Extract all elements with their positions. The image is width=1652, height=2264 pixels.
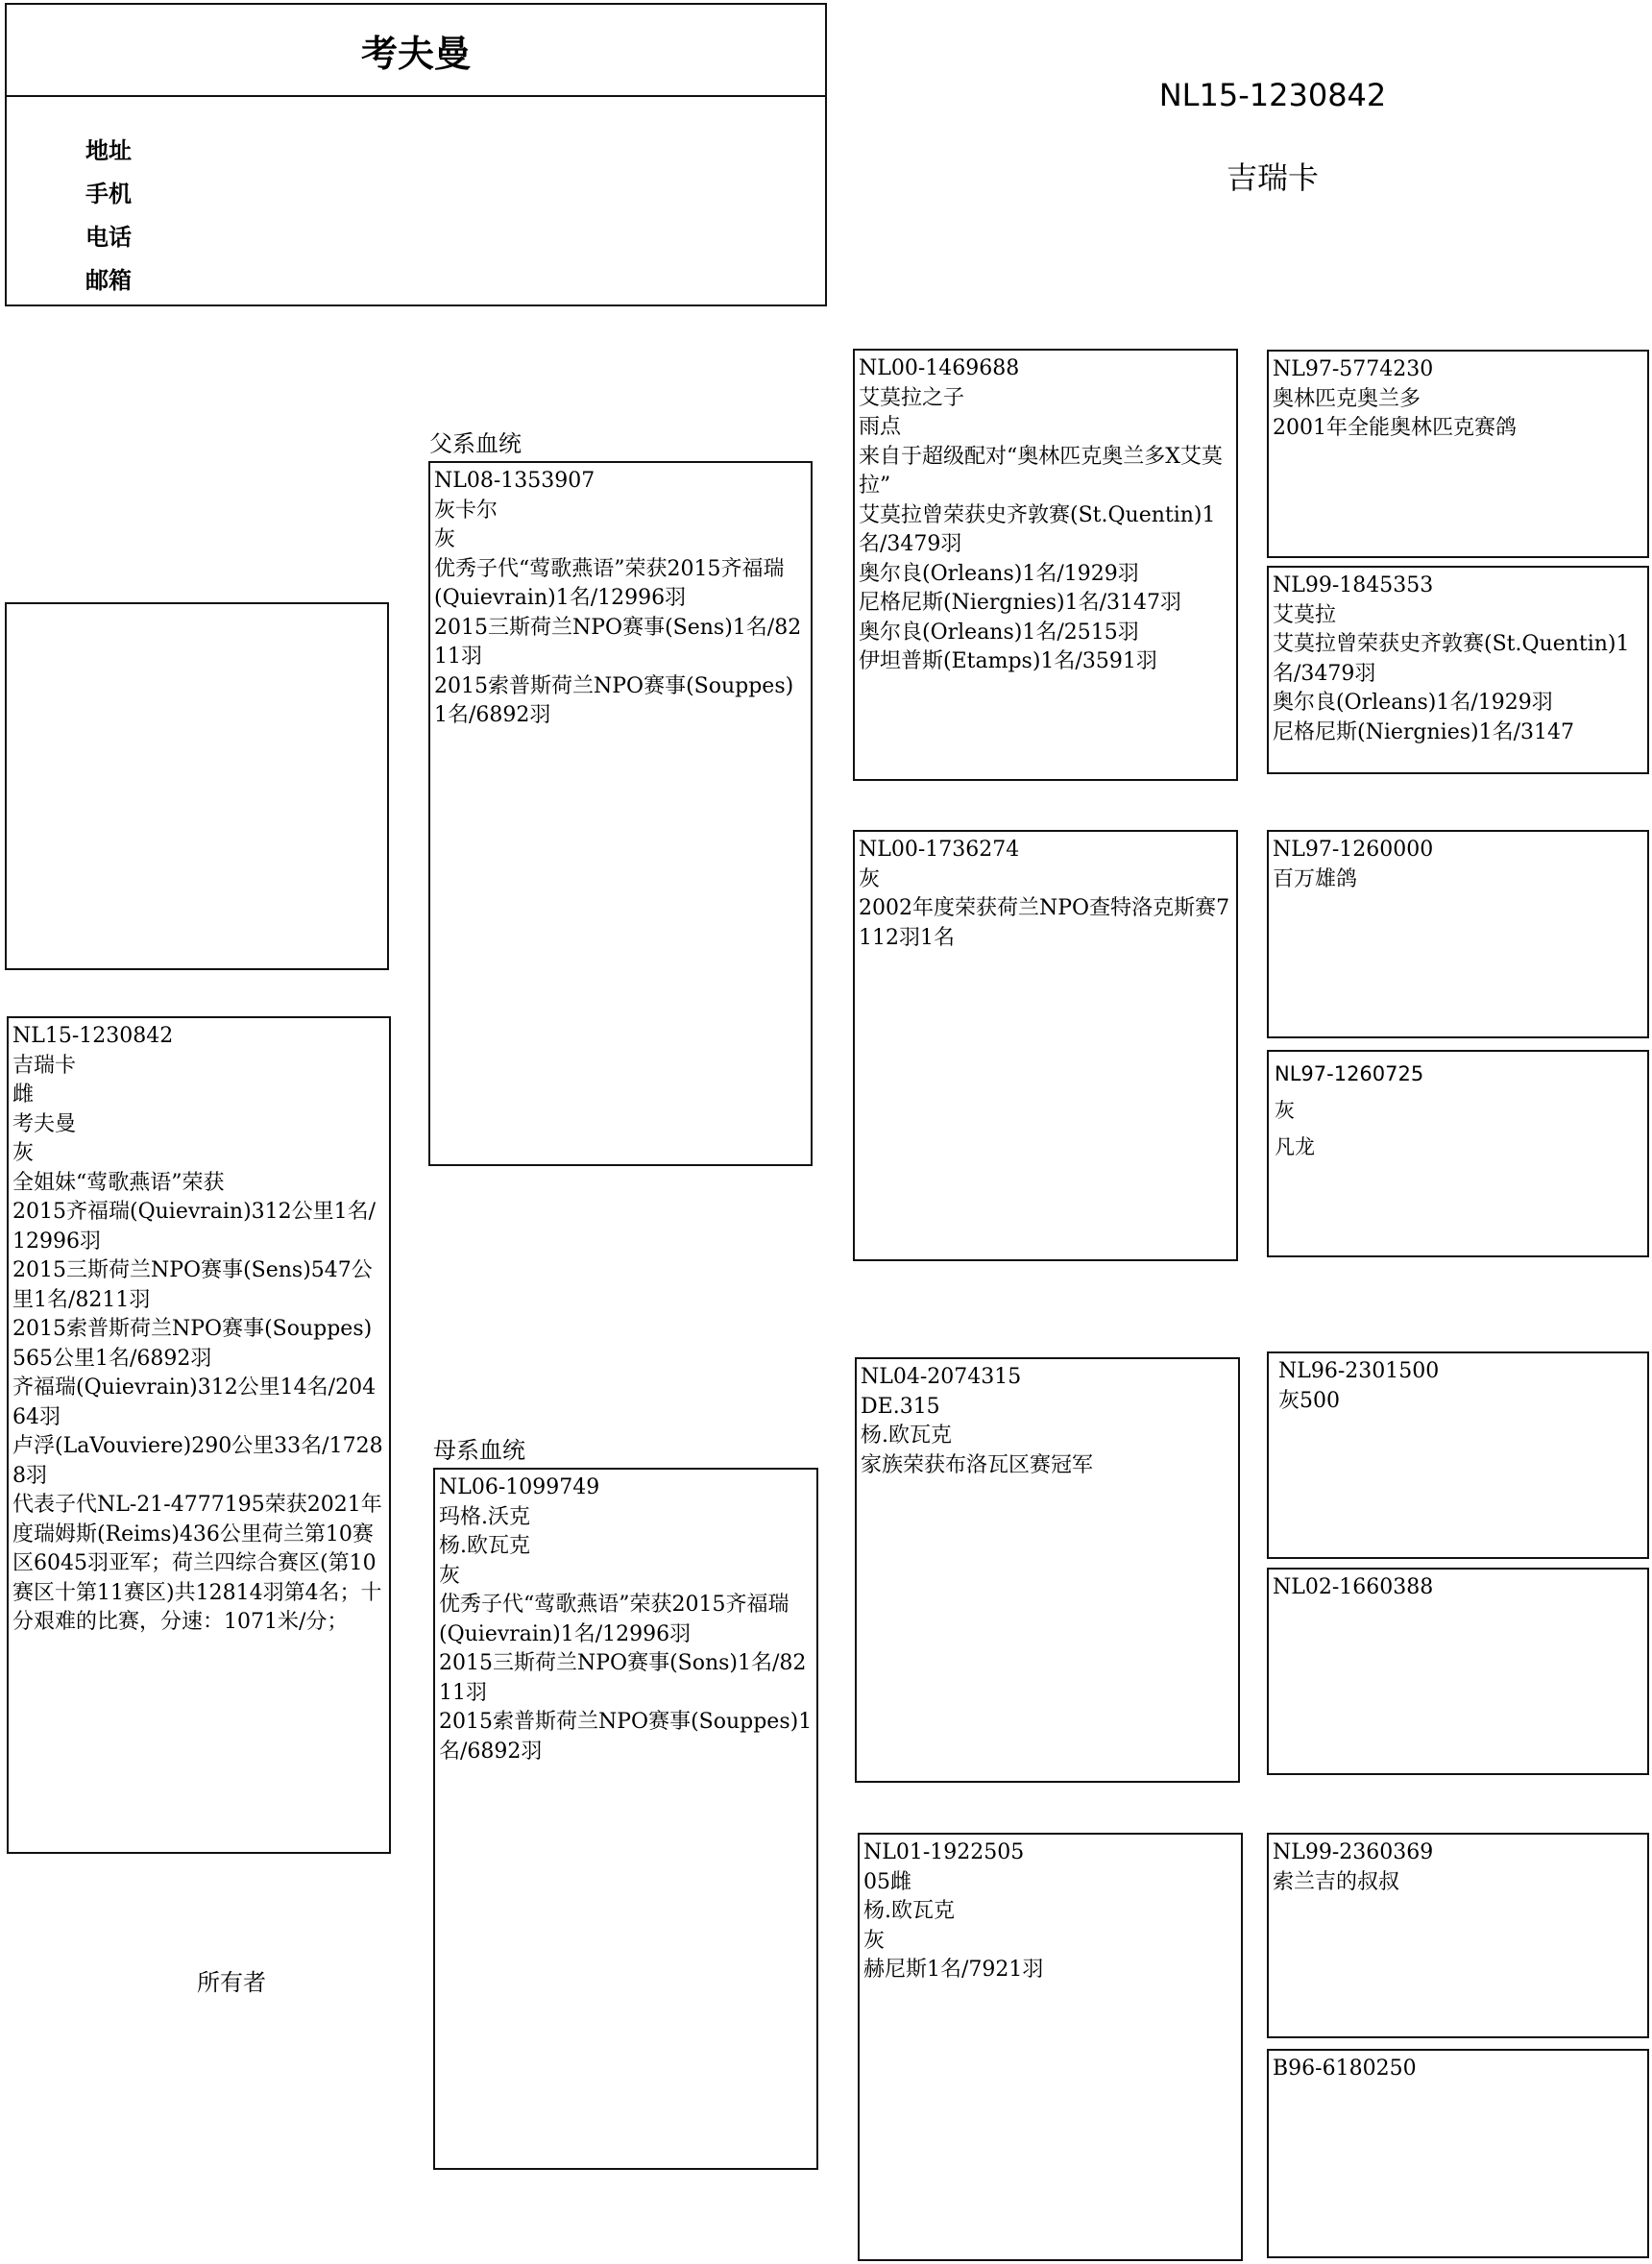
grandsire-paternal-card [853,349,1238,781]
subject-line: 卢浮(LaVouviere)290公里33名/17288羽 [12,1434,383,1488]
dam-line: 灰 [439,1563,461,1588]
ggp-line: NL97-1260000 [1273,838,1434,862]
subject-line: 灰 [12,1141,35,1165]
gp-line: 灰 [863,1928,886,1953]
ggp-line: 2001年全能奥林匹克赛鸽 [1273,416,1517,440]
contact-list [85,130,132,303]
sire-line: 2015三斯荷兰NPO赛事(Sens)1名/8211羽 [434,615,802,669]
ggp-line: 奥尔良(Orleans)1名/1929羽 [1273,691,1553,715]
ggp-line: NL99-1845353 [1273,573,1434,597]
gp-line: 奥尔良(Orleans)1名/1929羽 [859,561,1139,586]
subject-line: NL15-1230842 [12,1024,174,1048]
pigeon-name-title: 吉瑞卡 [1226,159,1319,196]
owner-header-box [5,3,827,306]
ggp-card-6 [1267,1568,1649,1775]
gp-line: 伊坦普斯(Etamps)1名/3591羽 [859,649,1157,673]
ggp-line: NL97-1260725 [1275,1062,1424,1085]
dam-card [433,1468,818,2170]
ggp-line: 灰 [1275,1099,1295,1122]
subject-line: 雌 [12,1083,35,1107]
gp-line: 05雌 [863,1869,911,1894]
gp-line: DE.315 [861,1394,940,1419]
ggp-card-5 [1267,1351,1649,1559]
owner-label: 所有者 [197,1969,266,1996]
gp-line: 2002年度荣获荷兰NPO查特洛克斯赛7112羽1名 [859,896,1230,950]
gp-line: 奥尔良(Orleans)1名/2515羽 [859,620,1139,645]
contact-email-label: 邮箱 [85,267,132,294]
ggp-card-2 [1267,566,1649,774]
ggp-card-3 [1267,830,1649,1038]
dam-line: 2015索普斯荷兰NPO赛事(Souppes)1名/6892羽 [439,1710,813,1764]
dam-line: 2015三斯荷兰NPO赛事(Sons)1名/8211羽 [439,1651,807,1705]
subject-line: 考夫曼 [12,1111,77,1136]
gp-line: 来自于超级配对“奥林匹克奥兰多X艾莫拉” [859,444,1223,498]
subject-line: 全姐妹“莺歌燕语”荣获 [12,1170,225,1195]
ggp-line: 百万雄鸽 [1273,866,1358,891]
ggp-card-1 [1267,350,1649,558]
ggp-line: 凡龙 [1275,1135,1315,1158]
sire-card [428,461,813,1166]
subject-line: 齐福瑞(Quievrain)312公里14名/20464羽 [12,1375,377,1429]
gp-line: 艾莫拉之子 [859,385,965,410]
subject-pigeon-text [12,1022,385,1638]
gp-line: NL00-1469688 [859,356,1020,380]
dam-line: NL06-1099749 [439,1475,600,1499]
ggp-line: NL96-2301500 [1278,1359,1440,1383]
ggp-line: 艾莫拉 [1273,602,1337,627]
subject-line: 2015索普斯荷兰NPO赛事(Souppes)565公里1名/6892羽 [12,1317,373,1371]
owner-name: 考夫曼 [7,5,825,97]
photo-frame [5,602,389,970]
sire-line-label: 父系血统 [429,430,522,457]
pigeon-ring-title: NL15-1230842 [1158,77,1387,113]
grandsire-maternal-card [855,1357,1240,1783]
subject-pigeon-card [7,1016,391,1854]
dam-line-label: 母系血统 [433,1437,525,1464]
gp-line: 家族荣获布洛瓦区赛冠军 [861,1452,1094,1477]
subject-line: 吉瑞卡 [12,1053,77,1078]
sire-line: NL08-1353907 [434,469,595,493]
ggp-line: NL99-2360369 [1273,1840,1434,1864]
ggp-line: 艾莫拉曾荣获史齐敦赛(St.Quentin)1名/3479羽 [1273,632,1630,686]
ggp-line: 灰500 [1278,1388,1340,1413]
gp-line: 赫尼斯1名/7921羽 [863,1958,1044,1982]
dam-line: 玛格.沃克 [439,1504,530,1529]
granddam-maternal-card [858,1833,1243,2261]
ggp-line: 奥林匹克奥兰多 [1273,386,1421,411]
gp-line: 艾莫拉曾荣获史齐敦赛(St.Quentin)1名/3479羽 [859,502,1216,556]
gp-line: NL01-1922505 [863,1840,1025,1864]
gp-line: 灰 [859,866,881,891]
gp-line: 雨点 [859,415,902,439]
dam-text [439,1473,813,1766]
subject-line: 代表子代NL-21-4777195荣获2021年度瑞姆斯(Reims)436公里荷兰第10赛区6045羽亚军；荷兰四综合赛区(第10赛区十第11赛区)共12814羽第4名；十分艰难的比赛，分速：1071米/分； [12,1493,382,1634]
gp-line: NL00-1736274 [859,838,1020,862]
subject-line: 2015齐福瑞(Quievrain)312公里1名/12996羽 [12,1200,377,1254]
dam-line: 杨.欧瓦克 [439,1534,530,1558]
sire-line: 灰卡尔 [434,498,498,523]
contact-mobile-label: 手机 [85,181,132,207]
dam-line: 优秀子代“莺歌燕语”荣获2015齐福瑞(Quievrain)1名/12996羽 [439,1593,790,1646]
sire-text [434,467,807,731]
ggp-card-8 [1267,2049,1649,2258]
ggp-card-7 [1267,1833,1649,2038]
ggp-card-4 [1267,1050,1649,1257]
sire-line: 灰 [434,527,456,551]
ggp-line: 索兰吉的叔叔 [1273,1869,1400,1894]
gp-line: 杨.欧瓦克 [861,1424,952,1448]
ggp-line: NL97-5774230 [1273,357,1434,381]
ggp-line: 尼格尼斯(Niergnies)1名/3147 [1273,719,1574,744]
granddam-paternal-card [853,830,1238,1261]
sire-line: 优秀子代“莺歌燕语”荣获2015齐福瑞(Quievrain)1名/12996羽 [434,556,785,610]
subject-line: 2015三斯荷兰NPO赛事(Sens)547公里1名/8211羽 [12,1258,373,1312]
gp-line: 尼格尼斯(Niergnies)1名/3147羽 [859,591,1181,615]
gp-line: 杨.欧瓦克 [863,1899,955,1923]
sire-line: 2015索普斯荷兰NPO赛事(Souppes)1名/6892羽 [434,673,794,727]
contact-address-label: 地址 [85,137,132,164]
gp-line: NL04-2074315 [861,1365,1022,1389]
ggp-line: B96-6180250 [1273,2057,1417,2081]
contact-phone-label: 电话 [85,224,132,251]
ggp-line: NL02-1660388 [1273,1575,1434,1599]
